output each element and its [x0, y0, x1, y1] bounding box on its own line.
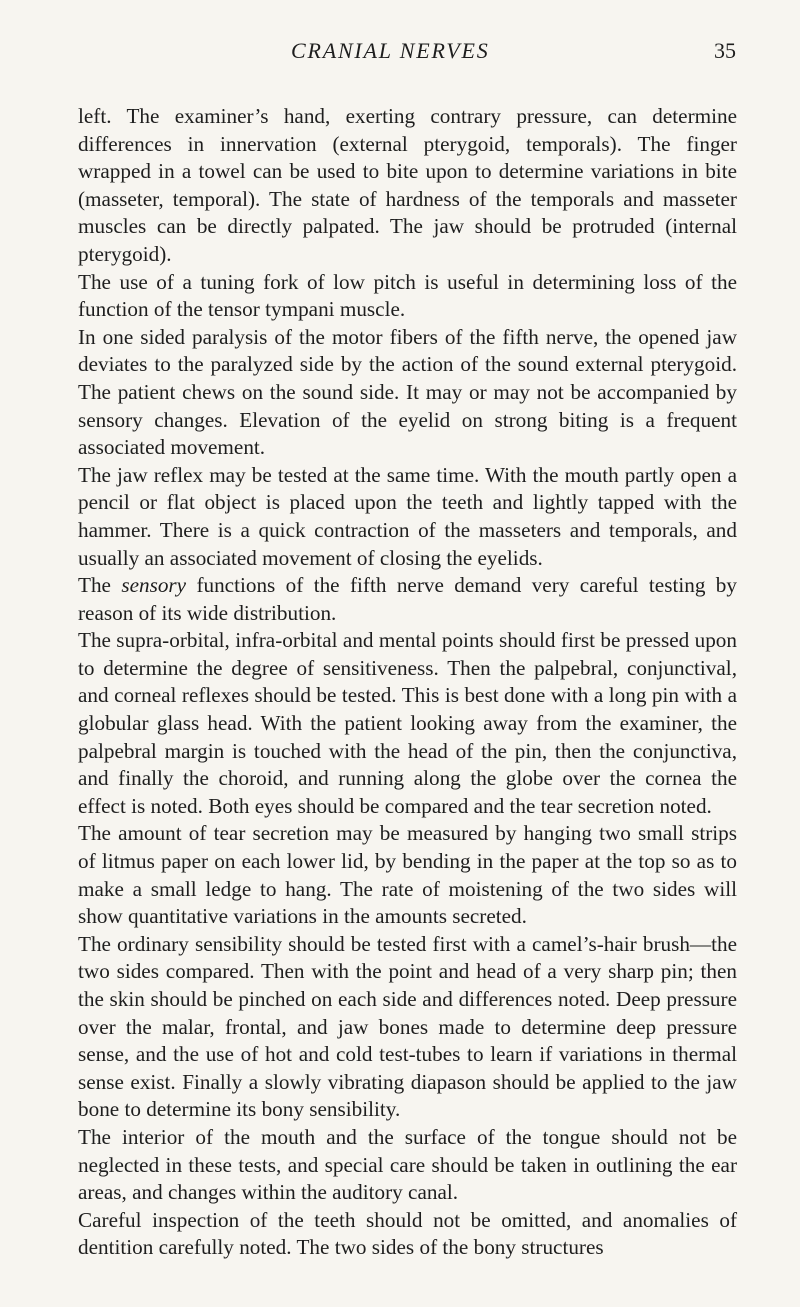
- body-text: [78, 103, 737, 1262]
- paragraph-text: functions of the fifth nerve demand very careful testing by reason of its wide distribution.: [78, 573, 737, 625]
- paragraph: Careful inspection of the teeth should not be omitted, and anomalies of dentition carefully noted. The two sides of the bony structures: [78, 1207, 737, 1260]
- paragraph-text: The: [78, 573, 122, 598]
- paragraph: The jaw reflex may be tested at the same time. With the mouth partly open a pencil or flat object is placed upon the teeth and lightly tapped with the hammer. There is a quick contraction of the masseters and temporals, and usually an associated movement of closing the eyelids.: [78, 462, 737, 570]
- paragraph: The interior of the mouth and the surface of the tongue should not be neglected in these tests, and special care should be taken in outlining the ear areas, and changes within the auditory canal.: [78, 1124, 737, 1205]
- paragraph: [78, 572, 737, 627]
- paragraph: The supra-orbital, infra-orbital and mental points should first be pressed upon to determine the degree of sensitiveness. Then the palpebral, conjunctival, and corneal reflexes should be tested. This is best done with a long pin with a globular glass head. With the patient looking away from the examiner, the palpebral margin is touched with the head of the pin, then the conjunctiva, and finally the choroid, and running along the globe over the cornea the effect is noted. Both eyes should be compared and the tear secretion noted.: [78, 628, 737, 818]
- paragraph: The amount of tear secretion may be measured by hanging two small strips of litmus paper on each lower lid, by bending in the paper at the top so as to make a small ledge to hang. The rate of moistening of the two sides will show quantitative variations in the amounts secreted.: [78, 821, 737, 929]
- page-number: 35: [714, 38, 736, 63]
- paragraph: The use of a tuning fork of low pitch is useful in determining loss of the function of the tensor tympani muscle.: [78, 269, 737, 322]
- paragraph: The ordinary sensibility should be tested first with a camel’s-hair brush—the two sides compared. Then with the point and head of a very sharp pin; then the skin should be pinched on each side and differences noted. Deep pressure over the malar, frontal, and jaw bones made to determine deep pressure sense, and the use of hot and cold test-tubes to learn if variations in thermal sense exist. Finally a slowly vibrating diapason should be applied to the jaw bone to determine its bony sensibility.: [78, 931, 737, 1122]
- running-head: CRANIAL NERVES: [291, 38, 490, 63]
- paragraph: left. The examiner’s hand, exerting contrary pressure, can determine differences in innervation (external pterygoid, temporals). The finger wrapped in a towel can be used to bite upon to determine variations in bite (masseter, temporal). The state of hardness of the temporals and masseter muscles can be directly palpated. The jaw should be protruded (internal pterygoid).: [78, 104, 737, 266]
- page-header: [78, 38, 736, 78]
- paragraph: In one sided paralysis of the motor fibers of the fifth nerve, the opened jaw deviates to the paralyzed side by the action of the sound external pterygoid. The patient chews on the sound side. It may or may not be accompanied by sensory changes. Elevation of the eyelid on strong biting is a frequent associated movement.: [78, 324, 737, 460]
- emphasized-word: sensory: [121, 573, 187, 598]
